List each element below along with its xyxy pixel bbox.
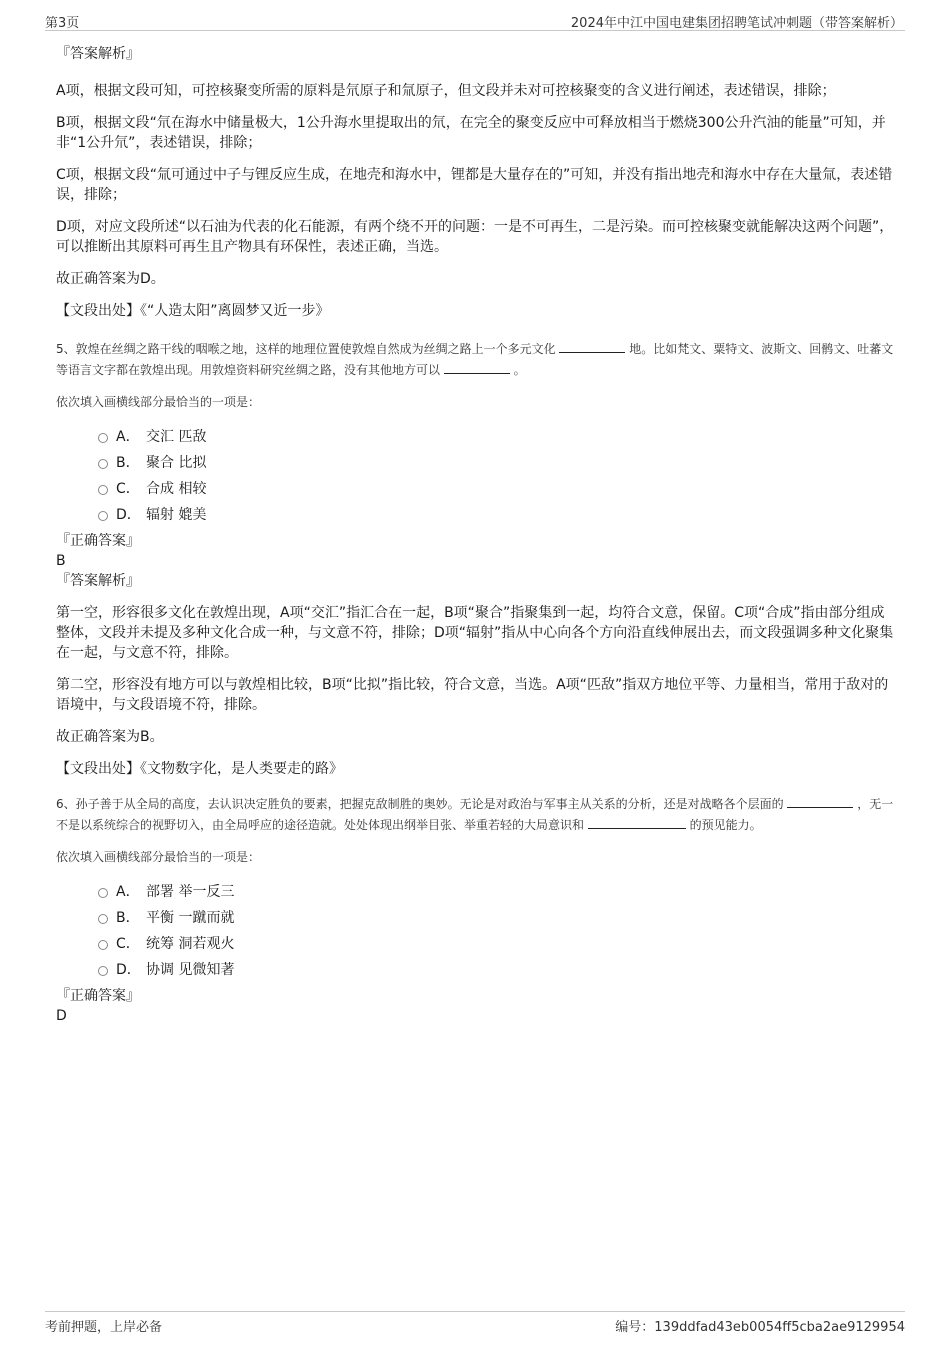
question-stem: 5、敦煌在丝绸之路干线的咽喉之地，这样的地理位置使敦煌自然成为丝绸之路上一个多元文化 地。比如梵文、粟特文、波斯文、回鹘文、吐蕃文等语言文字都在敦煌出现。用敦煌资料研究丝绸之路，没有其他地方可以 。 (56, 338, 898, 380)
source-citation: 【文段出处】《“人造太阳”离圆梦又近一步》 (56, 303, 330, 319)
radio-icon[interactable] (98, 459, 108, 469)
option-d[interactable] (56, 957, 898, 983)
option-letter: D． (116, 507, 141, 523)
option-letter: C． (116, 936, 140, 952)
fill-blank (588, 814, 686, 829)
option-text: 合成 相较 (146, 481, 207, 497)
fill-blank (444, 359, 510, 374)
page-content (56, 44, 901, 1026)
correct-answer-label: 『正确答案』 (56, 533, 140, 549)
analysis-paragraph: A项，根据文段可知，可控核聚变所需的原料是氘原子和氚原子，但文段并未对可控核聚变的含义进行阐述，表述错误，排除； (56, 83, 836, 99)
option-text: 交汇 匹敌 (146, 429, 207, 445)
radio-icon[interactable] (98, 485, 108, 495)
correct-answer: D (56, 1008, 67, 1024)
option-letter: D． (116, 962, 141, 978)
option-a[interactable] (56, 879, 898, 905)
analysis-paragraph: D项，对应文段所述“以石油为代表的化石能源，有两个绕不开的问题：一是不可再生，二是污染。而可控核聚变就能解决这两个问题”，可以推断出其原料可再生且产物具有环保性，表述正确，当选。 (56, 219, 894, 255)
radio-icon[interactable] (98, 940, 108, 950)
option-text: 聚合 比拟 (146, 455, 207, 471)
question-instruction: 依次填入画横线部分最恰当的一项是： (56, 850, 261, 864)
radio-icon[interactable] (98, 966, 108, 976)
option-text: 协调 见微知著 (146, 962, 235, 978)
analysis-label: 『答案解析』 (56, 46, 140, 62)
conclusion: 故正确答案为D。 (56, 271, 165, 287)
radio-icon[interactable] (98, 433, 108, 443)
radio-icon[interactable] (98, 511, 108, 521)
option-text: 平衡 一蹴而就 (146, 910, 235, 926)
analysis-label: 『答案解析』 (56, 573, 140, 589)
question-stem: 6、孙子善于从全局的高度，去认识决定胜负的要素，把握克敌制胜的奥妙。无论是对政治与军事主从关系的分析，还是对战略各个层面的 ，无一不是以系统综合的视野切入，由全局呼应的途径造就。处处体现出纲举目张、举重若轻的大局意识和 的预见能力。 (56, 793, 898, 835)
correct-answer-label: 『正确答案』 (56, 988, 140, 1004)
radio-icon[interactable] (98, 888, 108, 898)
code-value: 139ddfad43eb0054ff5cba2ae9129954 (654, 1320, 905, 1335)
option-letter: A． (116, 884, 140, 900)
question-5 (56, 338, 898, 779)
option-list (56, 879, 898, 983)
correct-answer: B (56, 553, 66, 569)
option-c[interactable] (56, 931, 898, 957)
analysis-paragraph: 第二空，形容没有地方可以与敦煌相比较，B项“比拟”指比较，符合文意，当选。A项“匹敌”指双方地位平等、力量相当，常用于敌对的语境中，与文段语境不符，排除。 (56, 677, 889, 713)
page-header (45, 8, 905, 31)
option-letter: C． (116, 481, 140, 497)
option-b[interactable] (56, 905, 898, 931)
option-letter: A． (116, 429, 140, 445)
fill-blank (559, 338, 625, 353)
option-letter: B． (116, 910, 140, 926)
conclusion: 故正确答案为B。 (56, 729, 164, 745)
option-text: 辐射 媲美 (146, 507, 207, 523)
source-citation: 【文段出处】《文物数字化，是人类要走的路》 (56, 761, 343, 777)
code-label: 编号： (615, 1320, 655, 1335)
question-instruction: 依次填入画横线部分最恰当的一项是： (56, 395, 261, 409)
question-6 (56, 793, 898, 1026)
fill-blank (787, 793, 853, 808)
analysis-paragraph: C项，根据文段“氚可通过中子与锂反应生成，在地壳和海水中，锂都是大量存在的”可知，并没有指出地壳和海水中存在大量氚，表述错误，排除； (56, 167, 893, 203)
page-number: 第3页 (45, 16, 80, 31)
option-text: 部署 举一反三 (146, 884, 235, 900)
option-a[interactable] (56, 424, 898, 450)
option-list (56, 424, 898, 528)
page-footer (45, 1311, 905, 1340)
radio-icon[interactable] (98, 914, 108, 924)
document-title: 2024年中江中国电建集团招聘笔试冲刺题（带答案解析） (570, 16, 903, 31)
option-d[interactable] (56, 502, 898, 528)
option-letter: B． (116, 455, 140, 471)
option-c[interactable] (56, 476, 898, 502)
document-code (615, 1316, 905, 1335)
footer-slogan: 考前押题，上岸必备 (45, 1320, 163, 1335)
option-b[interactable] (56, 450, 898, 476)
option-text: 统筹 洞若观火 (146, 936, 235, 952)
analysis-paragraph: B项，根据文段“氘在海水中储量极大，1公升海水里提取出的氘，在完全的聚变反应中可释放相当于燃烧300公升汽油的能量”可知，并非“1公升氘”，表述错误，排除； (56, 115, 886, 151)
analysis-paragraph: 第一空，形容很多文化在敦煌出现，A项“交汇”指汇合在一起，B项“聚合”指聚集到一起，均符合文意，保留。C项“合成”指由部分组成整体，文段并未提及多种文化合成一种，与文意不符，排除；D项“辐射”指从中心向各个方向沿直线伸展出去，而文段强调多种文化聚集在一起，与文意不符，排除。 (56, 605, 894, 661)
